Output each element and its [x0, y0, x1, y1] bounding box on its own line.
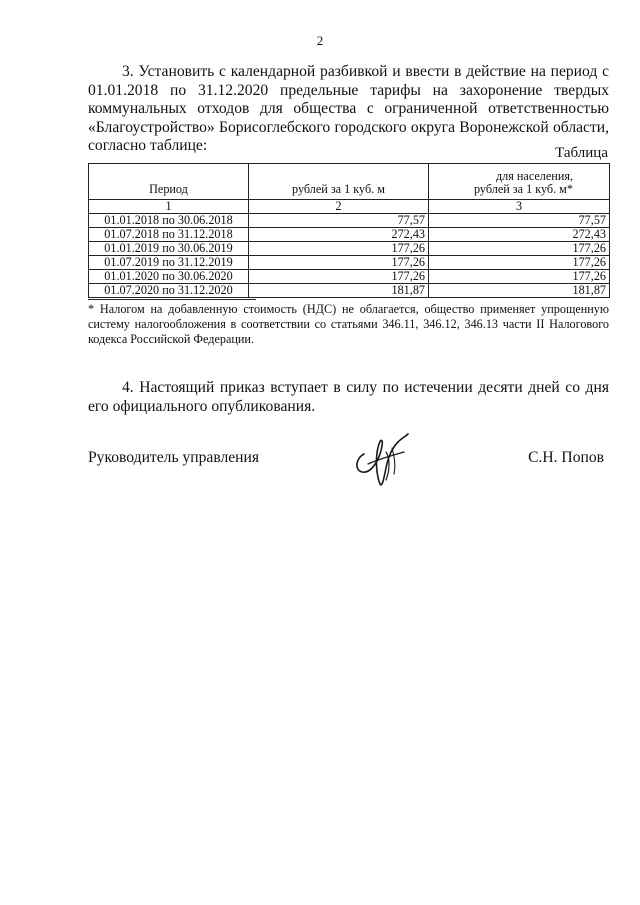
- table-row: [89, 214, 610, 228]
- rate-cell: 181,87: [249, 284, 429, 298]
- handwritten-signature: [346, 418, 416, 488]
- rate-population-cell: 272,43: [429, 228, 610, 242]
- table-row: [89, 270, 610, 284]
- period-cell: 01.01.2019 по 30.06.2019: [89, 242, 249, 256]
- rate-population-cell: 77,57: [429, 214, 610, 228]
- table-row: [89, 284, 610, 298]
- page-number: 2: [316, 33, 324, 48]
- index-cell: 1: [89, 200, 249, 214]
- table-row: [89, 256, 610, 270]
- rate-population-cell: 177,26: [429, 242, 610, 256]
- rate-population-cell: 177,26: [429, 270, 610, 284]
- rate-cell: 177,26: [249, 256, 429, 270]
- period-cell: 01.07.2020 по 31.12.2020: [89, 284, 249, 298]
- rate-cell: 177,26: [249, 270, 429, 284]
- period-cell: 01.07.2019 по 31.12.2019: [89, 256, 249, 270]
- rate-population-cell: 177,26: [429, 256, 610, 270]
- index-cell: 2: [249, 200, 429, 214]
- table-row: [89, 242, 610, 256]
- table-caption: Таблица: [555, 145, 608, 161]
- rate-cell: 272,43: [249, 228, 429, 242]
- header-rate: рублей за 1 куб. м: [249, 164, 429, 200]
- tariff-table: [88, 163, 610, 298]
- footnote-divider: [88, 299, 256, 300]
- period-cell: 01.07.2018 по 31.12.2018: [89, 228, 249, 242]
- rate-population-cell: 181,87: [429, 284, 610, 298]
- table-index-row: [89, 200, 610, 214]
- paragraph-4: 4. Настоящий приказ вступает в силу по истечении десяти дней со дня его официального опубликования.: [88, 379, 609, 415]
- period-cell: 01.01.2018 по 30.06.2018: [89, 214, 249, 228]
- table-row: [89, 228, 610, 242]
- paragraph-3: 3. Установить с календарной разбивкой и ввести в действие на период с 01.01.2018 по 31.12.2020 предельные тарифы на захоронение твердых коммунальных отходов для общества с ограниченной ответственностью «Благоустройство» Борисоглебского городского округа Воронежской области, согласно таблице:: [88, 63, 609, 154]
- table-header-row: [89, 164, 610, 200]
- header-rate-population-text: для населения, рублей за 1 куб. м*: [473, 169, 573, 196]
- index-cell: 3: [429, 200, 610, 214]
- header-rate-population: [429, 164, 610, 200]
- rate-cell: 177,26: [249, 242, 429, 256]
- signatory-title: Руководитель управления: [88, 449, 260, 466]
- period-cell: 01.01.2020 по 30.06.2020: [89, 270, 249, 284]
- footnote: * Налогом на добавленную стоимость (НДС) не облагается, общество применяет упрощенную систему налогообложения в соответствии со статьями 346.11, 346.12, 346.13 части II Налогового кодекса Российской Федерации.: [88, 302, 609, 346]
- signatory-name: С.Н. Попов: [528, 449, 604, 466]
- header-period: Период: [89, 164, 249, 200]
- rate-cell: 77,57: [249, 214, 429, 228]
